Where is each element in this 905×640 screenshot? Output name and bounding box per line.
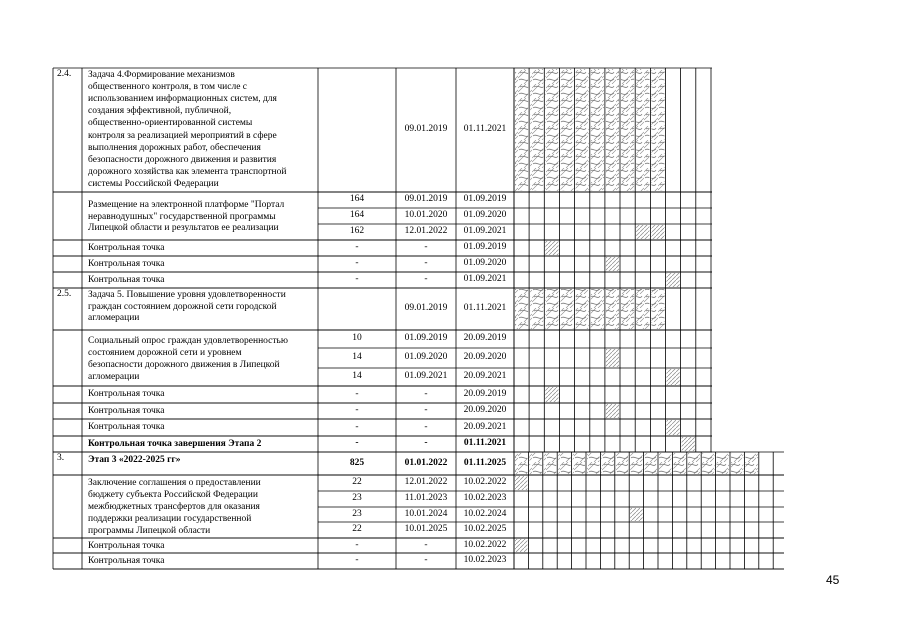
task-description: агломерации	[88, 313, 140, 323]
cell-end-date: 20.09.2021	[463, 421, 507, 432]
cell-value: 23	[352, 508, 362, 519]
cell-end-date: 10.02.2022	[463, 539, 507, 550]
gantt-task-bar	[561, 289, 574, 329]
task-description: поддержки реализации государственной	[88, 514, 252, 524]
gantt-milestone	[667, 369, 680, 385]
cell-end-date: 10.02.2022	[463, 477, 507, 487]
task-description: Контрольная точка	[88, 406, 165, 416]
cell-value: 162	[349, 226, 365, 236]
cell-start-date: 10.01.2020	[404, 210, 448, 220]
task-description: дорожного хозяйства как элемента транспортной	[88, 166, 287, 177]
gantt-task-bar	[636, 69, 649, 191]
cell-start-date: 09.01.2019	[404, 303, 448, 313]
cell-start-date: -	[424, 539, 428, 550]
gantt-task-bar	[702, 453, 714, 474]
task-description: выполнения дорожных работ, обеспечения	[88, 142, 261, 153]
gantt-task-bar	[616, 453, 628, 474]
cell-end-date: 01.11.2021	[463, 438, 507, 448]
cell-end-date: 01.09.2019	[463, 194, 507, 204]
task-description: Липецкой области и результатов ее реализации	[88, 223, 279, 233]
task-description: неравнодушных" государственной программы	[88, 211, 276, 222]
gantt-milestone	[682, 437, 695, 451]
task-description: агломерации	[88, 372, 140, 382]
gantt-milestone	[667, 273, 680, 287]
cell-value: -	[355, 388, 359, 399]
cell-end-date: 01.11.2021	[463, 303, 507, 313]
gantt-task-bar	[688, 453, 700, 474]
cell-start-date: 12.01.2022	[404, 226, 448, 236]
cell-end-date: 01.09.2020	[463, 210, 507, 220]
gantt-milestone	[606, 257, 619, 271]
cell-start-date: -	[424, 388, 428, 399]
gantt-task-bar	[630, 453, 642, 474]
gantt-task-bar	[530, 289, 543, 329]
task-description: создания эффективной, публичной,	[88, 106, 232, 117]
cell-end-date: 01.11.2025	[463, 457, 507, 468]
cell-value: -	[355, 242, 359, 252]
cell-start-date: 10.01.2024	[404, 508, 448, 519]
gantt-milestone	[606, 404, 619, 418]
task-description: бюджету субъекта Российской Федерации	[88, 490, 258, 500]
gantt-task-bar	[515, 289, 528, 329]
task-description: Контрольная точка	[88, 556, 165, 566]
cell-end-date: 20.09.2019	[463, 388, 507, 399]
cell-end-date: 20.09.2021	[463, 371, 507, 381]
gantt-task-bar	[530, 69, 543, 191]
gantt-milestone	[545, 241, 558, 255]
gantt-milestone	[606, 349, 619, 367]
gantt-milestone	[515, 539, 527, 552]
task-description: общественного контроля, в том числе с	[88, 82, 248, 93]
cell-start-date: 01.09.2021	[404, 371, 448, 381]
cell-end-date: 10.02.2023	[463, 555, 507, 565]
gantt-milestone	[545, 387, 558, 402]
gantt-milestone	[651, 225, 664, 239]
gantt-task-bar	[651, 289, 664, 329]
cell-value: 14	[352, 371, 362, 381]
cell-start-date: 09.01.2019	[404, 124, 448, 134]
task-description: использованием информационных систем, для	[88, 94, 277, 105]
task-description: программы Липецкой области	[88, 526, 211, 536]
cell-start-date: 01.01.2022	[404, 457, 448, 468]
task-description: граждан состоянием дорожной сети городской	[88, 301, 277, 312]
gantt-task-bar	[731, 453, 743, 474]
cell-start-date: 01.09.2020	[404, 352, 448, 362]
gantt-task-bar	[545, 289, 558, 329]
cell-start-date: -	[424, 274, 428, 284]
cell-end-date: 01.09.2021	[463, 274, 507, 284]
task-description: общественно-ориентированной системы	[88, 118, 253, 129]
gantt-milestone	[630, 508, 642, 521]
cell-start-date: -	[424, 258, 428, 268]
cell-end-date: 10.02.2025	[463, 524, 507, 534]
cell-start-date: -	[424, 438, 428, 448]
cell-value: -	[355, 421, 359, 432]
gantt-task-bar	[529, 453, 541, 474]
task-description: безопасности дорожного движения и развития	[88, 154, 277, 165]
cell-value: 14	[352, 352, 362, 362]
cell-end-date: 20.09.2020	[463, 405, 507, 415]
cell-end-date: 01.09.2019	[463, 242, 507, 252]
task-description: Задача 4.Формирование механизмов	[88, 70, 235, 80]
gantt-milestone	[667, 420, 680, 435]
gantt-task-bar	[515, 453, 527, 474]
cell-start-date: 10.01.2025	[404, 524, 448, 534]
gantt-task-bar	[601, 453, 613, 474]
task-description: Контрольная точка	[88, 243, 165, 253]
gantt-milestone	[636, 225, 649, 239]
page-number: 45	[826, 573, 840, 587]
cell-value: -	[355, 258, 359, 268]
cell-start-date: -	[424, 421, 428, 432]
cell-value: -	[355, 405, 359, 415]
cell-start-date: -	[424, 555, 428, 565]
cell-value: -	[355, 555, 359, 565]
task-description: Контрольная точка	[88, 275, 165, 285]
cell-end-date: 01.09.2021	[463, 226, 507, 236]
cell-end-date: 20.09.2020	[463, 352, 507, 362]
task-description: безопасности дорожного движения в Липецкой	[88, 360, 280, 370]
gantt-task-bar	[673, 453, 685, 474]
task-description: контроля за реализацией мероприятий в сфере	[88, 130, 277, 141]
task-description: межбюджетных трансфертов для оказания	[88, 502, 260, 512]
gantt-milestone	[515, 476, 527, 490]
gantt-task-bar	[515, 69, 528, 191]
task-description: Заключение соглашения о предоставлении	[88, 478, 261, 488]
gantt-task-bar	[587, 453, 599, 474]
cell-start-date: 12.01.2022	[404, 477, 448, 487]
task-description: Задача 5. Повышение уровня удовлетворенности	[88, 290, 286, 300]
gantt-task-bar	[606, 289, 619, 329]
gantt-task-bar	[576, 69, 589, 191]
gantt-task-bar	[645, 453, 657, 474]
task-description: Размещение на электронной платформе "Портал	[88, 200, 285, 210]
cell-value: 22	[352, 524, 362, 534]
task-description: Контрольная точка	[88, 422, 165, 432]
cell-end-date: 10.02.2023	[463, 493, 507, 503]
task-description: Контрольная точка	[88, 541, 165, 551]
gantt-task-bar	[591, 289, 604, 329]
cell-value: -	[355, 438, 359, 448]
cell-start-date: 11.01.2023	[404, 493, 448, 503]
gantt-task-bar	[545, 69, 558, 191]
cell-value: -	[355, 274, 359, 284]
gantt-task-bar	[576, 289, 589, 329]
task-description: Социальный опрос граждан удовлетворенностью	[88, 336, 288, 346]
cell-end-date: 20.09.2019	[463, 333, 507, 343]
cell-end-date: 01.11.2021	[463, 124, 507, 134]
cell-value: -	[355, 539, 359, 550]
task-description: состоянием дорожной сети и уровнем	[88, 348, 242, 358]
row-number: 3.	[57, 453, 65, 463]
row-number: 2.4.	[57, 69, 72, 79]
gantt-task-bar	[558, 453, 570, 474]
gantt-task-bar	[621, 289, 634, 329]
task-description: Этап 3 «2022-2025 гг»	[88, 455, 181, 465]
cell-value: 22	[352, 477, 362, 487]
cell-end-date: 01.09.2020	[463, 258, 507, 268]
row-number: 2.5.	[57, 289, 72, 299]
task-description: Контрольная точка	[88, 259, 165, 269]
cell-start-date: -	[424, 405, 428, 415]
gantt-task-bar	[621, 69, 634, 191]
cell-start-date: 09.01.2019	[404, 194, 448, 204]
cell-start-date: 01.09.2019	[404, 333, 448, 343]
gantt-task-bar	[544, 453, 556, 474]
task-description: Контрольная точка	[88, 389, 165, 399]
cell-start-date: -	[424, 242, 428, 252]
gantt-task-bar	[606, 69, 619, 191]
gantt-task-bar	[717, 453, 729, 474]
cell-value: 825	[349, 457, 365, 468]
task-description: Контрольная точка завершения Этапа 2	[88, 439, 262, 449]
gantt-task-bar	[659, 453, 671, 474]
gantt-task-bar	[636, 289, 649, 329]
gantt-task-bar	[561, 69, 574, 191]
cell-value: 23	[352, 493, 362, 503]
gantt-task-bar	[591, 69, 604, 191]
cell-end-date: 10.02.2024	[463, 508, 507, 519]
gantt-task-bar	[573, 453, 585, 474]
task-description: системы Российской Федерации	[88, 178, 219, 189]
gantt-task-bar	[745, 453, 757, 474]
cell-value: 10	[352, 333, 362, 343]
cell-value: 164	[349, 194, 365, 204]
cell-value: 164	[349, 210, 365, 220]
gantt-task-bar	[651, 69, 664, 191]
